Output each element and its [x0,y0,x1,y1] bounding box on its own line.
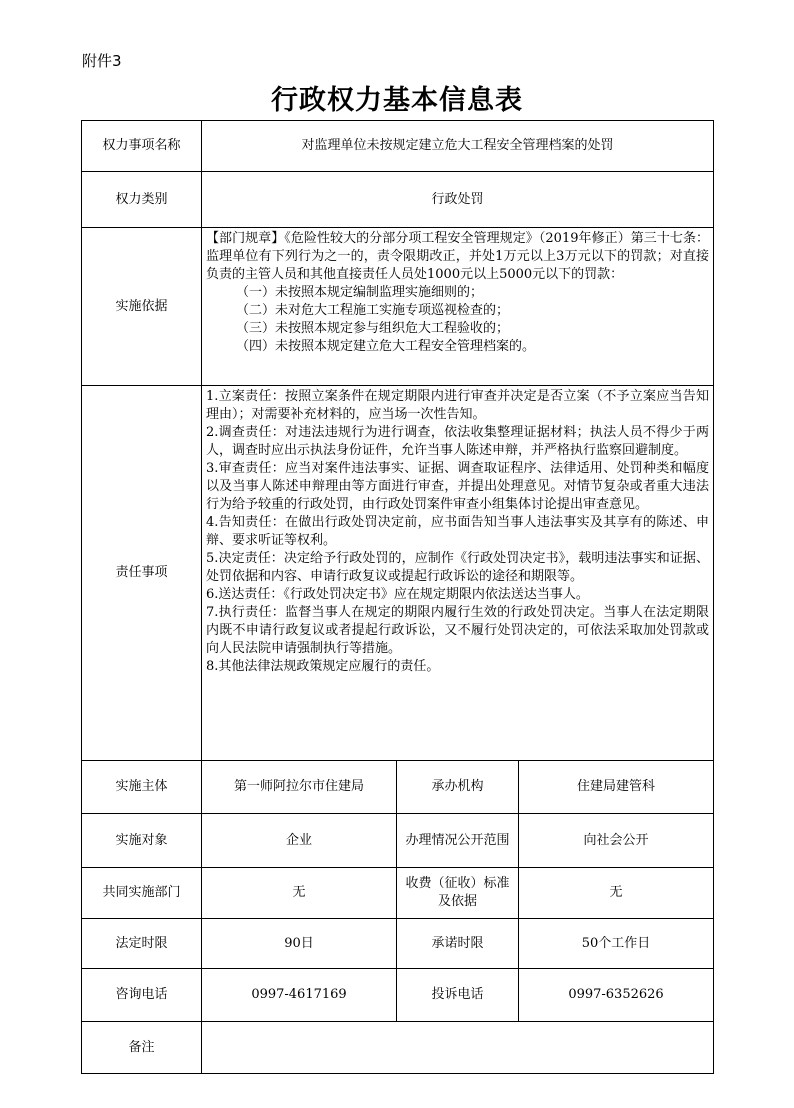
fee-standard-label: 收费（征收）标准及依据 [397,868,519,919]
handling-agency-value: 住建局建管科 [519,761,714,814]
attachment-label: 附件3 [82,52,122,70]
power-name-label: 权力事项名称 [82,121,202,172]
legal-limit-label: 法定时限 [82,919,202,969]
info-table [81,120,714,1074]
remark-label: 备注 [82,1022,202,1074]
responsibility-item: 4.告知责任：在做出行政处罚决定前，应书面告知当事人违法事实及其享有的陈述、申辩、要求听证等权利。 [206,515,710,548]
target-label: 实施对象 [82,814,202,868]
responsibility-item: 5.决定责任：决定给予行政处罚的，应制作《行政处罚决定书》，载明违法事实和证据、处罚依据和内容、申请行政复议或提起行政诉讼的途径和期限等。 [206,551,710,584]
basis-line: （三）未按照本规定参与组织危大工程验收的； [236,321,510,336]
row-responsibility [82,386,714,761]
complaint-phone-value: 0997-6352626 [519,969,714,1022]
remark-value [202,1022,714,1074]
row-subject [82,761,714,814]
promise-limit-value: 50个工作日 [519,919,714,969]
basis-line: （一）未按照本规定编制监理实施细则的； [236,285,484,300]
responsibility-item: 2.调查责任：对违法违规行为进行调查，依法收集整理证据材料；执法人员不得少于两人，调查时应出示执法身份证件，允许当事人陈述申辩，并严格执行监察回避制度。 [206,425,710,458]
page-title: 行政权力基本信息表 [271,85,523,116]
basis-line: （二）未对危大工程施工实施专项巡视检查的； [236,303,510,318]
legal-limit-value: 90日 [202,919,397,969]
row-time [82,919,714,969]
basis-content [202,228,714,386]
row-joint [82,868,714,919]
row-power-category [82,172,714,228]
row-phone [82,969,714,1022]
joint-dept-value: 无 [202,868,397,919]
power-name-value: 对监理单位未按规定建立危大工程安全管理档案的处罚 [202,121,714,172]
responsibility-content [202,386,714,761]
disclosure-scope-label: 办理情况公开范围 [397,814,519,868]
basis-label: 实施依据 [82,228,202,386]
handling-agency-label: 承办机构 [397,761,519,814]
subject-label: 实施主体 [82,761,202,814]
promise-limit-label: 承诺时限 [397,919,519,969]
basis-line: 【部门规章】《危险性较大的分部分项工程安全管理规定》（2019年修正）第三十七条：监理单位有下列行为之一的，责令限期改正，并处1万元以上3万元以下的罚款；对直接负责的主管人员和其他直接责任人员处1000元以上5000元以下的罚款： [206,231,710,282]
complaint-phone-label: 投诉电话 [397,969,519,1022]
joint-dept-label: 共同实施部门 [82,868,202,919]
consult-phone-label: 咨询电话 [82,969,202,1022]
basis-line: （四）未按照本规定建立危大工程安全管理档案的。 [236,339,536,354]
target-value: 企业 [202,814,397,868]
fee-standard-value: 无 [519,868,714,919]
disclosure-scope-value: 向社会公开 [519,814,714,868]
row-target [82,814,714,868]
power-category-value: 行政处罚 [202,172,714,228]
consult-phone-value: 0997-4617169 [202,969,397,1022]
responsibility-label: 责任事项 [82,386,202,761]
power-category-label: 权力类别 [82,172,202,228]
row-basis [82,228,714,386]
responsibility-item: 1.立案责任：按照立案条件在规定期限内进行审查并决定是否立案（不予立案应当告知理由）；对需要补充材料的，应当场一次性告知。 [206,389,710,422]
responsibility-item: 3.审查责任：应当对案件违法事实、证据、调查取证程序、法律适用、处罚种类和幅度以及当事人陈述申辩理由等方面进行审查，并提出处理意见。对情节复杂或者重大违法行为给予较重的行政处罚，由行政处罚案件审查小组集体讨论提出审查意见。 [206,461,710,512]
row-remark [82,1022,714,1074]
subject-value: 第一师阿拉尔市住建局 [202,761,397,814]
responsibility-item: 8.其他法律法规政策规定应履行的责任。 [206,659,440,674]
row-power-name [82,121,714,172]
responsibility-item: 7.执行责任：监督当事人在规定的期限内履行生效的行政处罚决定。当事人在法定期限内既不申请行政复议或者提起行政诉讼，又不履行处罚决定的，可依法采取加处罚款或向人民法院申请强制执行等措施。 [206,605,710,656]
responsibility-item: 6.送达责任：《行政处罚决定书》应在规定期限内依法送达当事人。 [206,587,589,602]
